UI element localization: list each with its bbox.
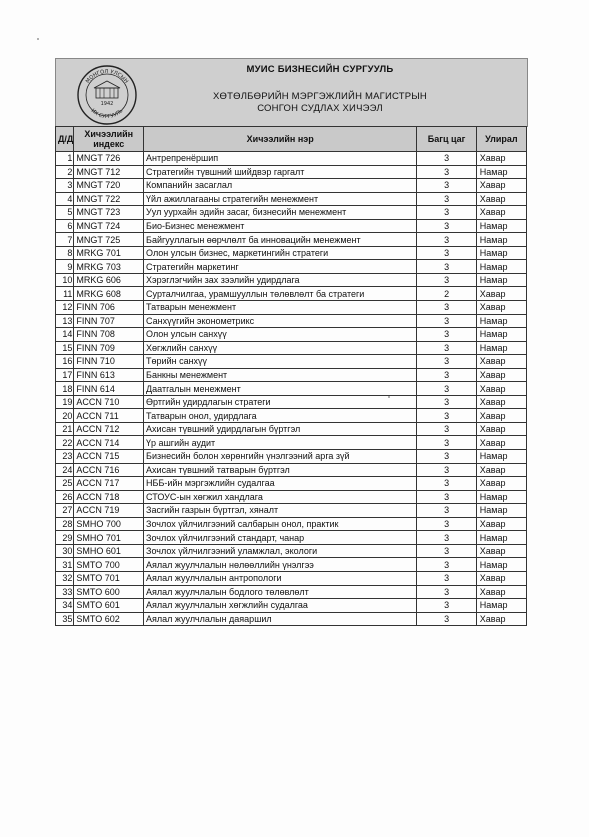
- semester: Намар: [476, 450, 526, 464]
- row-number: 26: [56, 490, 74, 504]
- course-name: Өртгийн удирдлагын стратеги: [144, 395, 417, 409]
- svg-text:МОНГОЛ УЛСЫН: [85, 69, 129, 85]
- credit-hours: 3: [417, 246, 476, 260]
- course-name: СТОУС-ын хөгжил хандлага: [144, 490, 417, 504]
- row-number: 18: [56, 382, 74, 396]
- credit-hours: 3: [417, 233, 476, 247]
- course-index: MRKG 608: [74, 287, 144, 301]
- semester: Хавар: [476, 612, 526, 626]
- course-index: MRKG 606: [74, 273, 144, 287]
- table-row: [56, 382, 527, 396]
- row-number: 3: [56, 179, 74, 193]
- table-row: [56, 504, 527, 518]
- course-name: Аялал жуулчлалын антропологи: [144, 571, 417, 585]
- table-row: [56, 165, 527, 179]
- header-index-line1: Хичээлийн: [84, 129, 134, 139]
- row-number: 14: [56, 328, 74, 342]
- course-name: Антрепренёршип: [144, 152, 417, 166]
- course-name: Зочлох үйлчилгээний стандарт, чанар: [144, 531, 417, 545]
- semester: Хавар: [476, 395, 526, 409]
- course-index: FINN 709: [74, 341, 144, 355]
- header-index-line2: индекс: [93, 139, 125, 149]
- course-name: Үр ашгийн аудит: [144, 436, 417, 450]
- course-index: ACCN 710: [74, 395, 144, 409]
- course-index: MNGT 722: [74, 192, 144, 206]
- course-index: SMHO 701: [74, 531, 144, 545]
- course-name: Ахисан түвшний удирдлагын бүртгэл: [144, 422, 417, 436]
- table-row: [56, 233, 527, 247]
- table-row: [56, 436, 527, 450]
- course-name: Бизнесийн болон хөрөнгийн үнэлгээний арга зүй: [144, 450, 417, 464]
- course-name: Стратегийн маркетинг: [144, 260, 417, 274]
- course-index: SMTO 602: [74, 612, 144, 626]
- university-seal-icon: [76, 64, 138, 126]
- row-number: 13: [56, 314, 74, 328]
- course-index: ACCN 717: [74, 477, 144, 491]
- semester: Хавар: [476, 544, 526, 558]
- credit-hours: 3: [417, 260, 476, 274]
- credit-hours: 3: [417, 463, 476, 477]
- course-name: Аялал жуулчлалын нөлөөллийн үнэлгээ: [144, 558, 417, 572]
- course-index: ACCN 719: [74, 504, 144, 518]
- semester: Хавар: [476, 517, 526, 531]
- row-number: 5: [56, 206, 74, 220]
- document-title: [180, 91, 460, 115]
- course-name: Санхүүгийн эконометрикс: [144, 314, 417, 328]
- header-hours: Багц цаг: [417, 127, 476, 152]
- table-row: [56, 531, 527, 545]
- course-index: ACCN 718: [74, 490, 144, 504]
- table-row: [56, 287, 527, 301]
- row-number: 16: [56, 355, 74, 369]
- table-row: [56, 260, 527, 274]
- table-row: [56, 246, 527, 260]
- course-index: MNGT 712: [74, 165, 144, 179]
- course-index: MNGT 726: [74, 152, 144, 166]
- table-row: [56, 219, 527, 233]
- credit-hours: 3: [417, 165, 476, 179]
- credit-hours: 3: [417, 544, 476, 558]
- table-row: [56, 314, 527, 328]
- table-row: [56, 571, 527, 585]
- credit-hours: 3: [417, 206, 476, 220]
- table-body: [56, 152, 527, 626]
- course-name: Төрийн санхүү: [144, 355, 417, 369]
- seal-text-bottom: ИХ СУРГУУЛЬ: [89, 107, 125, 121]
- table-row: [56, 192, 527, 206]
- semester: Намар: [476, 219, 526, 233]
- title-line-2: СОНГОН СУДЛАХ ХИЧЭЭЛ: [257, 103, 383, 114]
- course-name: Банкны менежмент: [144, 368, 417, 382]
- course-name: НББ-ийн мэргэжлийн судалгаа: [144, 477, 417, 491]
- seal-text-top: МОНГОЛ УЛСЫН: [84, 68, 130, 85]
- row-number: 29: [56, 531, 74, 545]
- semester: Намар: [476, 246, 526, 260]
- course-name: Стратегийн түвшний шийдвэр гаргалт: [144, 165, 417, 179]
- course-name: Компанийн засаглал: [144, 179, 417, 193]
- credit-hours: 3: [417, 368, 476, 382]
- semester: Намар: [476, 328, 526, 342]
- table-row: [56, 477, 527, 491]
- row-number: 34: [56, 599, 74, 613]
- semester: Намар: [476, 165, 526, 179]
- credit-hours: 3: [417, 558, 476, 572]
- semester: Намар: [476, 314, 526, 328]
- course-name: Татварын онол, удирдлага: [144, 409, 417, 423]
- course-index: SMHO 601: [74, 544, 144, 558]
- semester: Хавар: [476, 192, 526, 206]
- course-index: ACCN 714: [74, 436, 144, 450]
- row-number: 25: [56, 477, 74, 491]
- semester: Намар: [476, 490, 526, 504]
- course-index: FINN 710: [74, 355, 144, 369]
- seal-year: 1942: [100, 101, 114, 107]
- course-name: Хэрэглэгчийн зах зээлийн удирдлага: [144, 273, 417, 287]
- course-index: ACCN 715: [74, 450, 144, 464]
- row-number: 19: [56, 395, 74, 409]
- semester: Намар: [476, 273, 526, 287]
- credit-hours: 3: [417, 192, 476, 206]
- course-name: Олон улсын бизнес, маркетингийн стратеги: [144, 246, 417, 260]
- course-index: SMTO 701: [74, 571, 144, 585]
- semester: Намар: [476, 531, 526, 545]
- row-number: 11: [56, 287, 74, 301]
- table-row: [56, 409, 527, 423]
- semester: Намар: [476, 260, 526, 274]
- table-row: [56, 395, 527, 409]
- table-row: [56, 355, 527, 369]
- course-name: Хөгжлийн санхүү: [144, 341, 417, 355]
- course-name: Зочлох үйлчилгээний уламжлал, экологи: [144, 544, 417, 558]
- table-row: [56, 206, 527, 220]
- semester: Хавар: [476, 301, 526, 315]
- credit-hours: 3: [417, 301, 476, 315]
- scan-speck: [37, 38, 39, 40]
- semester: Хавар: [476, 368, 526, 382]
- credit-hours: 3: [417, 409, 476, 423]
- course-name: Био-Бизнес менежмент: [144, 219, 417, 233]
- row-number: 1: [56, 152, 74, 166]
- semester: Хавар: [476, 422, 526, 436]
- credit-hours: 3: [417, 341, 476, 355]
- table-row: [56, 612, 527, 626]
- title-line-1: ХӨТӨЛБӨРИЙН МЭРГЭЖЛИЙН МАГИСТРЫН: [213, 91, 427, 102]
- table-header-row: [56, 127, 527, 152]
- credit-hours: 3: [417, 314, 476, 328]
- table-row: [56, 544, 527, 558]
- course-name: Татварын менежмент: [144, 301, 417, 315]
- table-row: [56, 152, 527, 166]
- table-row: [56, 599, 527, 613]
- course-index: SMTO 700: [74, 558, 144, 572]
- course-name: Зочлох үйлчилгээний салбарын онол, практик: [144, 517, 417, 531]
- school-name: МУИС БИЗНЕСИЙН СУРГУУЛЬ: [246, 64, 394, 75]
- course-index: MRKG 703: [74, 260, 144, 274]
- semester: Хавар: [476, 409, 526, 423]
- course-index: MNGT 720: [74, 179, 144, 193]
- row-number: 27: [56, 504, 74, 518]
- header-dd: Д/Д: [56, 127, 74, 152]
- semester: Хавар: [476, 206, 526, 220]
- table-row: [56, 301, 527, 315]
- table-row: [56, 341, 527, 355]
- row-number: 10: [56, 273, 74, 287]
- header-semester: Улирал: [476, 127, 526, 152]
- credit-hours: 3: [417, 395, 476, 409]
- course-index: ACCN 716: [74, 463, 144, 477]
- course-name: Олон улсын санхүү: [144, 328, 417, 342]
- row-number: 7: [56, 233, 74, 247]
- course-index: ACCN 712: [74, 422, 144, 436]
- table-row: [56, 558, 527, 572]
- course-name: Үйл ажиллагааны стратегийн менежмент: [144, 192, 417, 206]
- table-row: [56, 450, 527, 464]
- course-name: Аялал жуулчлалын даяаршил: [144, 612, 417, 626]
- table-row: [56, 490, 527, 504]
- credit-hours: 3: [417, 504, 476, 518]
- semester: Хавар: [476, 382, 526, 396]
- row-number: 28: [56, 517, 74, 531]
- row-number: 33: [56, 585, 74, 599]
- semester: Намар: [476, 599, 526, 613]
- header-name: Хичээлийн нэр: [144, 127, 417, 152]
- course-name: Засгийн газрын бүртгэл, хяналт: [144, 504, 417, 518]
- table-row: [56, 179, 527, 193]
- course-name: Ахисан түвшний татварын бүртгэл: [144, 463, 417, 477]
- course-index: MNGT 724: [74, 219, 144, 233]
- svg-text:ИХ СУРГУУЛЬ: [90, 108, 125, 121]
- credit-hours: 3: [417, 571, 476, 585]
- credit-hours: 3: [417, 585, 476, 599]
- credit-hours: 3: [417, 328, 476, 342]
- row-number: 24: [56, 463, 74, 477]
- semester: Намар: [476, 504, 526, 518]
- course-index: FINN 706: [74, 301, 144, 315]
- semester: Хавар: [476, 436, 526, 450]
- semester: Хавар: [476, 463, 526, 477]
- table-row: [56, 585, 527, 599]
- course-index: SMTO 600: [74, 585, 144, 599]
- course-index: SMHO 700: [74, 517, 144, 531]
- table-row: [56, 463, 527, 477]
- header-index: [74, 127, 144, 152]
- semester: Намар: [476, 341, 526, 355]
- table-row: [56, 328, 527, 342]
- course-name: Аялал жуулчлалын хөгжлийн судалгаа: [144, 599, 417, 613]
- course-index: FINN 614: [74, 382, 144, 396]
- table-row: [56, 517, 527, 531]
- semester: Хавар: [476, 585, 526, 599]
- row-number: 31: [56, 558, 74, 572]
- course-name: Сурталчилгаа, урамшууллын төлөвлөлт ба стратеги: [144, 287, 417, 301]
- credit-hours: 3: [417, 422, 476, 436]
- row-number: 6: [56, 219, 74, 233]
- credit-hours: 3: [417, 450, 476, 464]
- row-number: 12: [56, 301, 74, 315]
- credit-hours: 3: [417, 436, 476, 450]
- table-row: [56, 273, 527, 287]
- row-number: 35: [56, 612, 74, 626]
- course-index: FINN 613: [74, 368, 144, 382]
- credit-hours: 3: [417, 490, 476, 504]
- courses-table: [55, 126, 527, 626]
- credit-hours: 3: [417, 517, 476, 531]
- semester: Намар: [476, 558, 526, 572]
- course-name: Аялал жуулчлалын бодлого төлөвлөлт: [144, 585, 417, 599]
- credit-hours: 2: [417, 287, 476, 301]
- row-number: 20: [56, 409, 74, 423]
- course-index: MRKG 701: [74, 246, 144, 260]
- credit-hours: 3: [417, 531, 476, 545]
- course-index: MNGT 723: [74, 206, 144, 220]
- semester: Хавар: [476, 152, 526, 166]
- row-number: 2: [56, 165, 74, 179]
- row-number: 15: [56, 341, 74, 355]
- credit-hours: 3: [417, 219, 476, 233]
- credit-hours: 3: [417, 152, 476, 166]
- row-number: 8: [56, 246, 74, 260]
- course-name: Байгууллагын өөрчлөлт ба инновацийн менежмент: [144, 233, 417, 247]
- course-index: SMTO 601: [74, 599, 144, 613]
- course-name: Даатгалын менежмент: [144, 382, 417, 396]
- row-number: 4: [56, 192, 74, 206]
- row-number: 21: [56, 422, 74, 436]
- semester: Хавар: [476, 355, 526, 369]
- row-number: 9: [56, 260, 74, 274]
- row-number: 32: [56, 571, 74, 585]
- scan-speck: [388, 396, 390, 398]
- course-index: FINN 707: [74, 314, 144, 328]
- course-name: Уул уурхайн эдийн засаг, бизнесийн менежмент: [144, 206, 417, 220]
- semester: Намар: [476, 233, 526, 247]
- semester: Хавар: [476, 477, 526, 491]
- course-index: FINN 708: [74, 328, 144, 342]
- row-number: 17: [56, 368, 74, 382]
- semester: Хавар: [476, 571, 526, 585]
- row-number: 22: [56, 436, 74, 450]
- table-row: [56, 422, 527, 436]
- row-number: 23: [56, 450, 74, 464]
- credit-hours: 3: [417, 599, 476, 613]
- row-number: 30: [56, 544, 74, 558]
- course-index: MNGT 725: [74, 233, 144, 247]
- semester: Хавар: [476, 287, 526, 301]
- credit-hours: 3: [417, 477, 476, 491]
- credit-hours: 3: [417, 355, 476, 369]
- credit-hours: 3: [417, 179, 476, 193]
- credit-hours: 3: [417, 612, 476, 626]
- table-row: [56, 368, 527, 382]
- credit-hours: 3: [417, 273, 476, 287]
- semester: Хавар: [476, 179, 526, 193]
- course-index: ACCN 711: [74, 409, 144, 423]
- credit-hours: 3: [417, 382, 476, 396]
